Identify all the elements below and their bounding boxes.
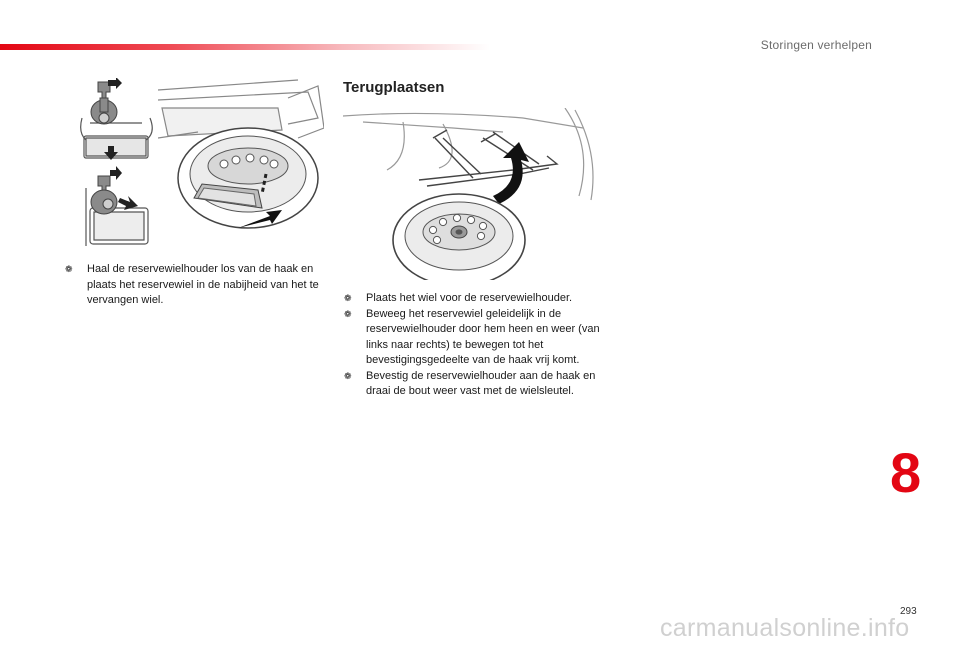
section-title: Storingen verhelpen	[760, 38, 872, 52]
step-text: Plaats het wiel voor de reservewielhouder.	[366, 292, 573, 304]
pointing-hand-icon: ❁	[344, 370, 352, 381]
list-item	[341, 369, 603, 400]
watermark: carmanualsonline.info	[660, 614, 910, 642]
left-step-list	[62, 262, 332, 309]
spare-wheel-removal-illustration	[158, 78, 324, 248]
list-item	[62, 262, 332, 309]
section-heading: Terugplaatsen	[343, 79, 445, 96]
right-step-list	[341, 291, 603, 400]
step-text: Haal de reservewielhouder los van de haak en plaats het reservewiel in de nabijheid van het te vervangen wiel.	[87, 263, 319, 306]
list-item	[341, 307, 603, 369]
pointing-hand-icon: ❁	[65, 264, 73, 274]
step-text: Bevestig de reservewielhouder aan de haak en draai de bout weer vast met de wielsleutel.	[366, 369, 596, 397]
pointing-hand-icon: ❁	[344, 308, 352, 319]
chapter-number: 8	[890, 441, 922, 504]
pointing-hand-icon: ❁	[344, 293, 352, 303]
step-text: Beweeg het reservewiel geleidelijk in de reservewielhouder door hem heen en weer (van links naar rechts) te bewegen tot het bevestigingsgedeelte van de haak vrij komt.	[366, 307, 600, 366]
page-number: 293	[900, 606, 917, 617]
list-item	[341, 291, 603, 307]
header-accent-bar	[0, 44, 490, 50]
hook-detail-illustration	[80, 78, 155, 250]
spare-wheel-refit-illustration	[343, 108, 599, 280]
